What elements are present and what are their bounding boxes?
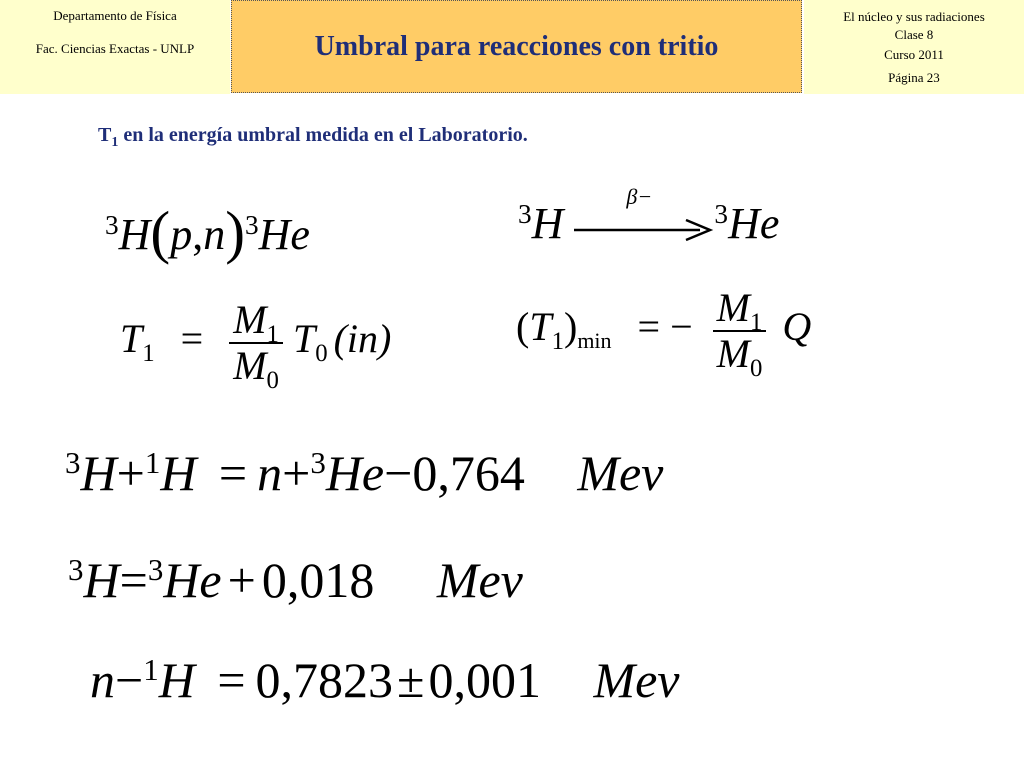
mass-number: 3	[68, 551, 84, 587]
course-name-label: El núcleo y sus radiaciones	[843, 9, 985, 24]
nucleus-symbol: H	[80, 445, 117, 501]
mass-number: 3	[310, 444, 326, 480]
page-label: Página 23	[888, 70, 940, 85]
ejectile: n	[203, 210, 226, 259]
subscript: 1	[266, 320, 279, 348]
equals-sign: =	[217, 652, 246, 708]
mass-number: 1	[143, 651, 159, 687]
slide-title	[231, 0, 802, 93]
year-label: Curso 2011	[884, 47, 944, 62]
mass-number: 3	[105, 210, 119, 240]
class-label: Clase 8	[894, 27, 934, 42]
equation-reaction-energy	[65, 444, 664, 501]
minus-sign: −	[115, 652, 144, 708]
close-paren: )	[225, 198, 245, 265]
argument: (in)	[333, 316, 392, 362]
faculty-label: Fac. Ciencias Exactas - UNLP	[35, 41, 195, 56]
department-label: Departamento de Física	[53, 8, 177, 23]
energy-uncertainty: 0,001	[428, 652, 541, 708]
nucleus-symbol: H	[160, 445, 197, 501]
arrow-icon	[574, 208, 714, 248]
subscript: 1	[551, 327, 564, 355]
subtitle-symbol: T	[98, 124, 112, 146]
subscript: 1	[750, 308, 763, 336]
plus-sign: +	[227, 552, 256, 608]
energy-unit: Mev	[593, 652, 680, 708]
q-value-symbol: Q	[782, 304, 812, 350]
mass-number: 1	[144, 444, 161, 480]
energy-unit: Mev	[436, 552, 523, 608]
nucleus-symbol: He	[258, 210, 310, 259]
projectile: p	[170, 210, 193, 259]
equation-threshold-min	[516, 285, 812, 382]
header-right-box	[804, 0, 1024, 94]
m-symbol: M	[233, 343, 267, 388]
mass-number: 3	[147, 551, 164, 587]
mass-number: 3	[65, 444, 81, 480]
beta-minus-label: β−	[626, 183, 653, 209]
energy-value: 0,018	[261, 552, 375, 608]
t-symbol: T	[120, 316, 143, 362]
equation-threshold-lab	[120, 297, 392, 394]
mass-number: 3	[518, 199, 532, 229]
mass-ratio-fraction	[229, 297, 283, 394]
equals-sign: =	[119, 552, 148, 608]
equation-mass-difference	[90, 651, 680, 708]
equation-beta-energy	[68, 551, 523, 608]
subscript: 0	[750, 354, 763, 382]
equation-beta-decay	[518, 183, 780, 248]
energy-value: 0,764	[412, 445, 525, 501]
slide-title-text: Umbral para reacciones con tritio	[314, 30, 719, 62]
numerator	[229, 297, 283, 348]
neutron-symbol: n	[257, 445, 283, 501]
equation-reaction-pn	[105, 198, 310, 265]
plus-minus-sign: ±	[397, 652, 425, 708]
numerator	[713, 285, 767, 336]
subscript: 1	[142, 339, 155, 367]
plus-sign: +	[116, 445, 145, 501]
nucleus-symbol: He	[325, 445, 385, 501]
nucleus-symbol: H	[83, 552, 120, 608]
mass-number: 3	[244, 210, 259, 240]
header-left-box	[0, 0, 230, 94]
equals-sign: =	[218, 445, 248, 501]
minus-sign: −	[384, 445, 413, 501]
subscript: 0	[315, 339, 328, 367]
equals-sign: =	[180, 316, 204, 362]
subtitle	[98, 124, 528, 151]
subtitle-text: en la energía umbral medida en el Laboratorio.	[118, 124, 528, 146]
nucleus-symbol: H	[118, 210, 151, 259]
m-symbol: M	[716, 285, 750, 330]
t-symbol: T	[292, 316, 316, 362]
energy-unit: Mev	[577, 445, 664, 501]
plus-sign: +	[282, 445, 311, 501]
energy-value: 0,7823	[255, 652, 394, 708]
m-symbol: M	[233, 297, 267, 342]
min-label: min	[577, 327, 612, 353]
close-paren: )	[563, 304, 578, 350]
equals-minus: = −	[637, 304, 693, 350]
neutron-symbol: n	[90, 652, 115, 708]
subscript: 0	[266, 366, 279, 394]
open-paren: (	[150, 198, 171, 265]
mass-number: 3	[714, 199, 729, 229]
nucleus-symbol: H	[158, 652, 195, 708]
decay-arrow	[574, 183, 714, 248]
nucleus-symbol: He	[163, 552, 222, 608]
comma: ,	[192, 210, 204, 259]
mass-ratio-fraction	[713, 285, 767, 382]
denominator	[713, 331, 767, 382]
t-symbol: T	[529, 304, 552, 350]
nucleus-symbol: H	[531, 199, 564, 248]
open-paren: (	[516, 304, 530, 350]
denominator	[229, 343, 283, 394]
subtitle-subscript: 1	[111, 135, 119, 150]
nucleus-symbol: He	[728, 199, 780, 248]
m-symbol: M	[716, 331, 750, 376]
